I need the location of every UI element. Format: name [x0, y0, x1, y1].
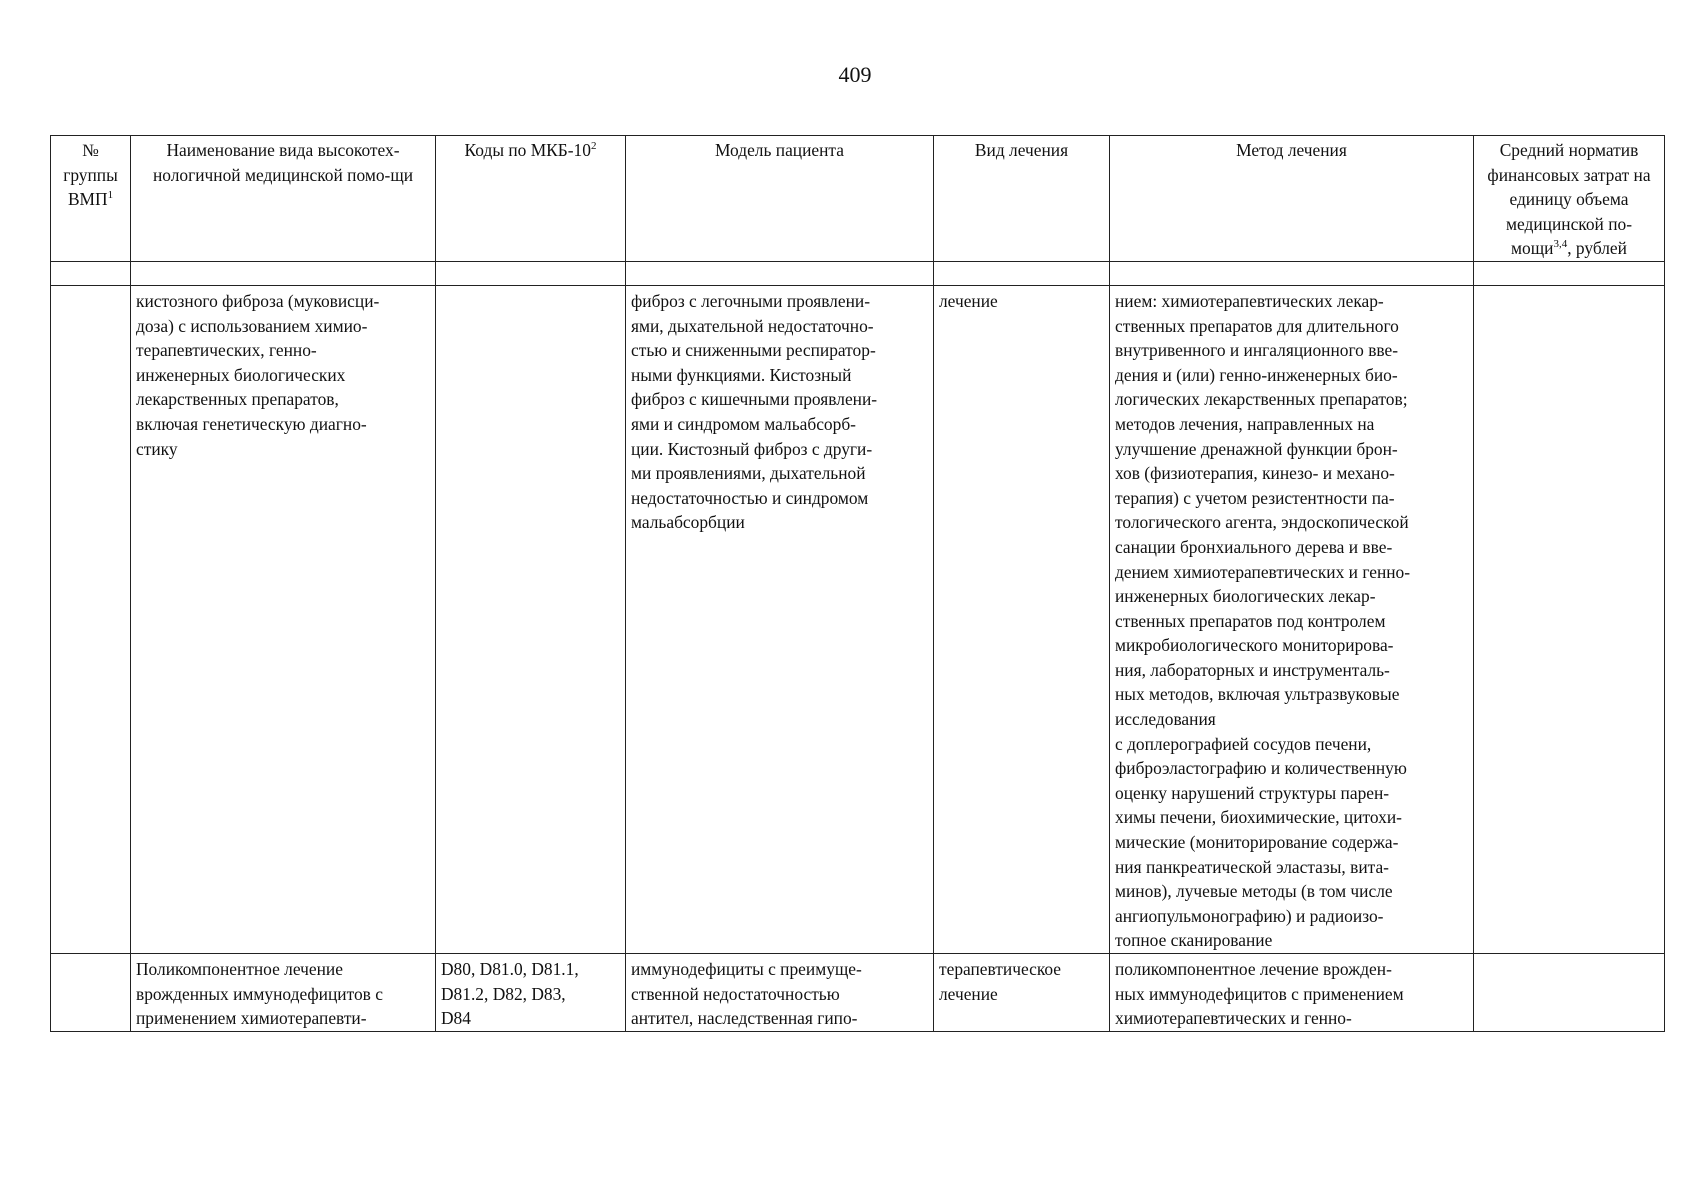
cell-care-type-name: кистозного фиброза (муковисци- доза) с использованием химио- терапевтических, генно- инженерных биологических лекарственных препаратов, включая генетическую диагно- стику	[131, 285, 436, 953]
vmp-table	[50, 135, 1665, 1032]
empty-cell	[626, 261, 934, 285]
cell-icd-codes: D80, D81.0, D81.1, D81.2, D82, D83, D84	[436, 954, 626, 1032]
cell-treatment-method: поликомпонентное лечение врожден- ных иммунодефицитов с применением химиотерапевтических и генно-	[1110, 954, 1474, 1032]
empty-cell	[131, 261, 436, 285]
header-treatment-type: Вид лечения	[934, 136, 1110, 262]
empty-cell	[1110, 261, 1474, 285]
cell-treatment-type: терапевтическое лечение	[934, 954, 1110, 1032]
page-number: 409	[838, 62, 872, 87]
table-row	[51, 954, 1665, 1032]
table-header-row	[51, 136, 1665, 262]
empty-cell	[436, 261, 626, 285]
empty-cell	[51, 261, 131, 285]
cell-patient-model: иммунодефициты с преимуще- ственной недостаточностью антител, наследственная гипо-	[626, 954, 934, 1032]
header-icd-codes: Коды по МКБ-$10^2$	[436, 136, 626, 262]
header-treatment-method: Метод лечения	[1110, 136, 1474, 262]
cell-group-number	[51, 285, 131, 953]
cell-icd-codes	[436, 285, 626, 953]
cell-treatment-method: нием: химиотерапевтических лекар- ственных препаратов для длительного внутривенного и ингаляционного вве- дения и (или) генно-инженерных био- логических лекарственных препаратов; методов лечения, направленных на улучшение дренажной функции брон- хов (физиотерапия, кинезо- и механо- терапия) с учетом резистентности па- тологического агента, эндоскопической санации бронхиального дерева и вве- дением химиотерапевтических и генно- инженерных биологических лекар- ственных препаратов под контролем микробиологического мониторирова- ния, лабораторных и инструменталь- ных методов, включая ультразвуковые исследования с доплерографией сосудов печени, фиброэластографию и количественную оценку нарушений структуры парен- химы печени, биохимические, цитохи- мические (мониторирование содержа- ния панкреатической эластазы, вита- минов), лучевые методы (в том числе ангиопульмонографию) и радиоизо- топное сканирование	[1110, 285, 1474, 953]
table-row	[51, 285, 1665, 953]
cell-care-type-name: Поликомпонентное лечение врожденных иммунодефицитов с применением химиотерапевти-	[131, 954, 436, 1032]
empty-cell	[934, 261, 1110, 285]
cell-average-cost	[1474, 285, 1665, 953]
column-numbering-row	[51, 261, 1665, 285]
cell-treatment-type: лечение	[934, 285, 1110, 953]
cell-patient-model: фиброз с легочными проявлени- ями, дыхательной недостаточно- стью и сниженными респиратор- ными функциями. Кистозный фиброз с кишечными проявлени- ями и синдромом мальабсорб- ции. Кистозный фиброз с други- ми проявлениями, дыхательной недостаточностью и синдромом мальабсорбции	[626, 285, 934, 953]
header-average-cost: Средний норматив финансовых затрат на единицу объема медицинской по-мощи$^{3,4}$, рублей	[1474, 136, 1665, 262]
header-patient-model: Модель пациента	[626, 136, 934, 262]
header-care-type-name: Наименование вида высокотех-нологичной медицинской помо-щи	[131, 136, 436, 262]
empty-cell	[1474, 261, 1665, 285]
cell-average-cost	[1474, 954, 1665, 1032]
cell-group-number	[51, 954, 131, 1032]
header-group-number: № группы ВМП$^1$	[51, 136, 131, 262]
